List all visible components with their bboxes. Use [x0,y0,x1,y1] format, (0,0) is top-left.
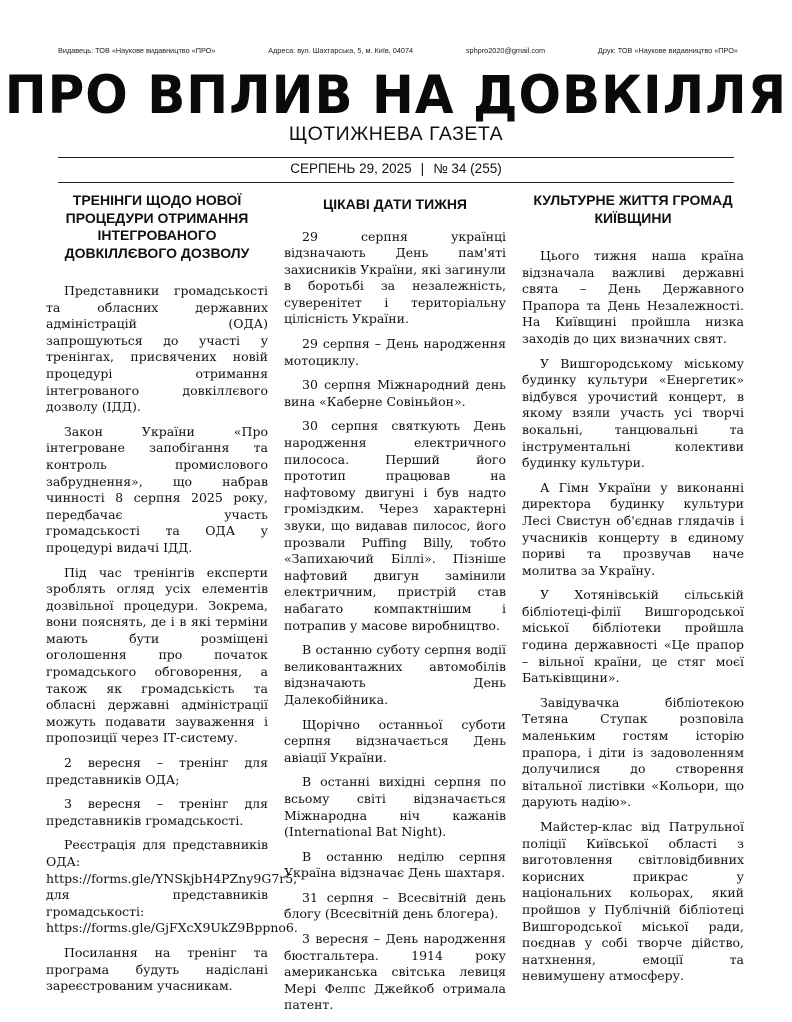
article-paragraph: А Гімн України у виконанні директора будинку культури Лесі Свистун об'єднав глядачів і учасників концерту в єдиному пориві та прозвучав наче молитва за Україну. [522,479,744,578]
newspaper-title: ПРО ВПЛИВ НА ДОВКІЛЛЯ [4,64,788,126]
article-heading: КУЛЬТУРНЕ ЖИТТЯ ГРОМАД КИЇВЩИНИ [533,192,733,226]
article-paragraph: 29 серпня українці відзначають День пам'яті захисників України, які загинули в боротьбі за незалежність, суверенітет і територіальну цілісність України. [284,228,506,327]
address-info: Адреса: вул. Шахтарська, 5, м. Київ, 04074 [268,46,414,55]
article-paragraph: В останню неділю серпня Україна відзначає День шахтаря. [284,848,506,881]
dateline-bottom-rule [58,182,734,183]
article-paragraph: Реєстрація для представників ОДА: https://forms.gle/YNSkjbH4PZny9G7r5, для представників громадськості: https://forms.gle/GjFXcX9UkZ9Bppno6. [46,837,298,936]
article-paragraph: Закон України «Про інтегроване запобігання та контроль промислового забруднення», що набрав чинності 8 серпня 2025 року, передбачає участь громадськості та ОДА у процедурі видачі ІДД. [46,423,268,555]
article-paragraph: Представники громадськості та обласних державних адміністрацій (ОДА) запрошуються до участі у тренінгах, присвячених новій процедурі отримання інтегрованого довкіллєвого дозволу (ІДД). [46,283,268,415]
article-paragraph: Щорічно останньої суботи серпня відзначається День авіації України. [284,716,506,765]
issue-number: № 34 (255) [433,161,502,176]
article-paragraph: Посилання на тренінг та програма будуть надіслані зареєстрованим учасникам. [46,944,268,994]
article-paragraph: В останні вихідні серпня по всьому світі відзначається Міжнародна ніч кажанів (International Bat Night). [284,774,506,840]
issue-date: СЕРПЕНЬ 29, 2025 [290,161,412,176]
article-paragraph: Цього тижня наша країна відзначала важливі державні свята – День Державного Прапора та День Незалежності. На Київщині пройшла низка заходів до цих визначних свят. [522,248,744,346]
article-heading: ТРЕНІНГИ ЩОДО НОВОЇ ПРОЦЕДУРИ ОТРИМАННЯ ІНТЕГРОВАНОГО ДОВКІЛЛЄВОГО ДОЗВОЛУ [64,192,250,261]
article-paragraph: В останню суботу серпня водії великовантажних автомобілів відзначають День Далекобійника. [284,642,506,707]
article-paragraph: Майстер-клас від Патрульної поліції Київської області з виготовлення світловідбивних корисних прикрас у національних кольорах, який пройшов у Публічній бібліотеці Вишгородської міської ради, поєднав у собі творче дійство, натхнення, емоції та невимушену атмосферу. [522,819,744,984]
dateline-separator: | [420,161,425,176]
article-paragraph: 29 серпня – День народження мотоциклу. [284,336,506,368]
article-heading: ЦІКАВІ ДАТИ ТИЖНЯ [323,196,467,212]
newspaper-subtitle: ЩОТИЖНЕВА ГАЗЕТА [288,123,504,145]
article-column-dates [284,196,506,1022]
article-paragraph: 30 серпня Міжнародний день вина «Каберне Совіньйон». [284,377,506,409]
publication-info-bar [58,46,738,55]
article-paragraph: У Хотянівській сільській бібліотеці-філії Вишгородської міської бібліотеки пройшла година державності «Це прапор – вільної країни, це стяг моєї Батьківщини». [522,587,744,686]
printer-info: Друк: ТОВ «Наукове видавництво «ПРО» [597,46,738,55]
article-column-culture [522,192,744,993]
article-paragraph: 2 вересня – тренінг для представників ОДА; [46,755,268,787]
article-paragraph: 3 вересня – тренінг для представників громадськості. [46,796,268,828]
dateline [0,161,792,176]
email-info: sphpro2020@gmail.com [465,46,546,55]
article-paragraph: 3 вересня – День народження бюстгальтера. 1914 року американська світська левиця Мері Фелпс Джейкоб отримала патент. [284,931,506,1013]
article-paragraph: Завідувачка бібліотекою Тетяна Ступак розповіла маленьким гостям історію прапора, і діти із задоволенням долучилися до створення вітальної листівки «Кольори, що дарують надію». [522,694,744,810]
article-paragraph: У Вишгородському міському будинку культури «Енергетик» відбувся урочистий концерт, в якому взяли участь усі творчі вокальні, танцювальні та інструментальні колективи будинку культури. [522,355,744,471]
publisher-info: Видавець: ТОВ «Наукове видавництво «ПРО» [58,46,216,55]
article-paragraph: Під час тренінгів експерти зроблять огляд усіх елементів дозвільної процедури. Зокрема, вони пояснять, де і в які терміни мають бути розміщені оголошення про початок громадського обговорення, а також як громадськість та обласні державні адміністрації можуть подавати зауваження і пропозиції через ІТ-систему. [46,564,268,746]
dateline-top-rule [58,157,734,158]
article-column-training [46,192,298,1003]
article-paragraph: 30 серпня святкують День народження електричного пилососа. Перший його прототип працював на нафтовому двигуні і був надто громіздким. Через характерні звуки, що видавав пилосос, його прозвали Puffing Billy, тобто «Запихаючий Біллі». Пізніше нафтовий двигун замінили електричним, пристрій став набагато компактнішим і потрапив у масове виробництво. [284,418,506,633]
article-paragraph: 31 серпня – Всесвітній день блогу (Всесвітній день блогера). [284,889,506,922]
